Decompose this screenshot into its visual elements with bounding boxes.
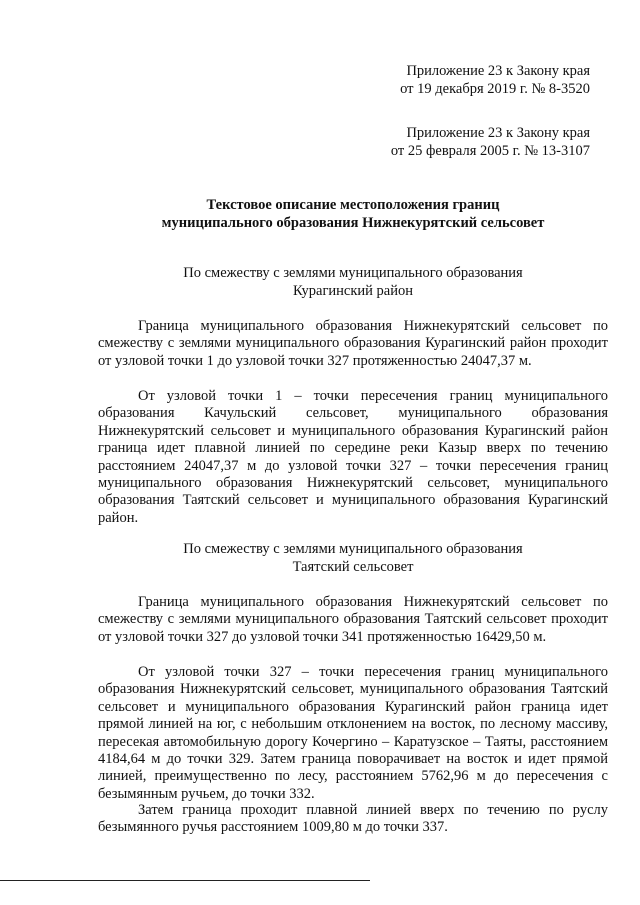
- section1-heading-line1: По смежеству с землями муниципального образования: [183, 265, 523, 281]
- annex-current-line2: от 19 декабря 2019 г. № 8-3520: [400, 81, 590, 97]
- section2-paragraph3: Затем граница проходит плавной линией вверх по течению по руслу безымянного ручья расстоянием 1009,80 м до точки 337.: [98, 802, 608, 836]
- document-title: [98, 196, 608, 232]
- footer-divider: [0, 880, 370, 881]
- annex-current-line1: Приложение 23 к Закону края: [406, 63, 590, 79]
- section2-paragraph1: Граница муниципального образования Нижнекурятский сельсовет по смежеству с землями муниципального образования Таятский сельсовет проходит от узловой точки 327 до узловой точки 341 протяженностью 16429,50 м.: [98, 594, 608, 645]
- section1-heading: [98, 264, 608, 300]
- annex-original-line1: Приложение 23 к Закону края: [406, 125, 590, 141]
- section2-heading: [98, 540, 608, 576]
- title-line2: муниципального образования Нижнекурятский сельсовет: [161, 215, 545, 231]
- section2-paragraph2: От узловой точки 327 – точки пересечения границ муниципального образования Нижнекурятский сельсовет, муниципального образования Таятский сельсовет и муниципального образования Курагинский район граница идет прямой линией на юг, с небольшим отклонением на восток, по лесному массиву, пересекая автомобильную дорогу Кочергино – Каратузское – Таяты, расстоянием 4184,64 м до точки 329. Затем граница поворачивает на восток и идет прямой линией, преимущественно по лесу, расстоянием 5762,96 м до пересечения с безымянным ручьем, до точки 332.: [98, 664, 608, 802]
- section2-heading-line1: По смежеству с землями муниципального образования: [183, 541, 523, 557]
- title-line1: Текстовое описание местоположения границ: [206, 197, 500, 213]
- annex-original-line2: от 25 февраля 2005 г. № 13-3107: [390, 143, 590, 159]
- section1-paragraph1: Граница муниципального образования Нижнекурятский сельсовет по смежеству с землями муниципального образования Курагинский район проходит от узловой точки 1 до узловой точки 327 протяженностью 24047,37 м.: [98, 318, 608, 369]
- annex-reference-original: [391, 124, 590, 160]
- annex-reference-current: [400, 62, 590, 98]
- section2-heading-line2: Таятский сельсовет: [292, 559, 414, 575]
- section1-paragraph2: От узловой точки 1 – точки пересечения границ муниципального образования Качульский сельсовет, муниципального образования Нижнекурятский сельсовет и муниципального образования Курагинский район граница идет плавной линией по середине реки Казыр вверх по течению расстоянием 24047,37 м до узловой точки 327 – точки пересечения границ муниципального образования Нижнекурятский сельсовет, муниципального образования Таятский сельсовет и муниципального образования Курагинский район.: [98, 388, 608, 526]
- section1-heading-line2: Курагинский район: [292, 283, 414, 299]
